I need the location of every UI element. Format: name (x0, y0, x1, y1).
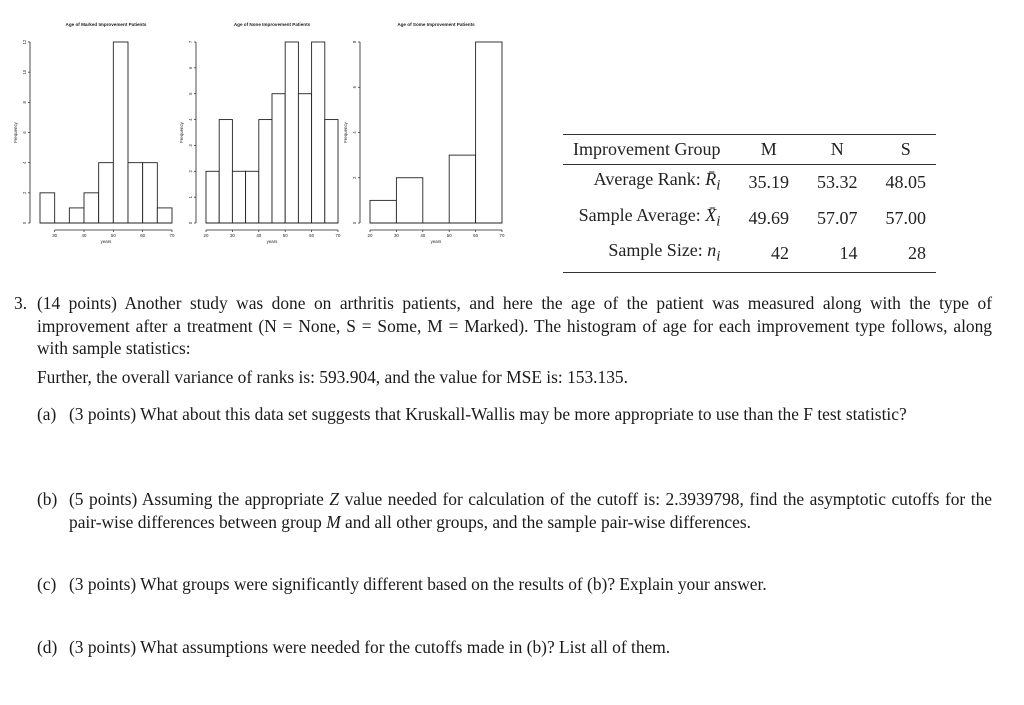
y-tick-label: 10 (22, 69, 27, 75)
histogram-marked (13, 18, 182, 254)
cell-n: 14 (839, 243, 858, 264)
row-label: Sample Size: $n_i$ (608, 240, 721, 265)
y-tick-label: 6 (22, 131, 27, 134)
x-tick-label: 40 (420, 233, 426, 238)
part-a-text: (3 points) What about this data set suggests that Kruskall-Wallis may be more appropriate to use than the F test statistic? (69, 404, 907, 424)
y-axis-label: Frequency (343, 122, 348, 143)
y-axis-label: Frequency (13, 122, 18, 143)
x-tick-label: 30 (229, 233, 235, 238)
histogram-bar (476, 42, 502, 223)
histogram-bar (246, 171, 259, 223)
y-tick-label: 8 (352, 40, 357, 44)
histogram-bar (449, 155, 475, 223)
y-tick-label: 4 (188, 118, 193, 121)
cell-s: 57.00 (885, 207, 926, 228)
cell-m: 35.19 (748, 172, 789, 193)
histogram-bar (69, 208, 84, 223)
x-tick-label: 50 (282, 233, 288, 238)
y-tick-label: 6 (352, 86, 357, 89)
cell-m: 42 (770, 243, 789, 264)
x-tick-label: 50 (446, 233, 452, 238)
histogram-title: Age of None Improvement Patients (233, 22, 311, 27)
histogram-title: Age of Some Improvement Patients (397, 22, 475, 27)
header-group: Improvement Group (563, 135, 730, 165)
part-b-text: (5 points) Assuming the appropriate Z value needed for calculation of the cutoff is: 2.3939798, find the asymptotic cutoffs for the pair-wise differences between group M and all other groups, and the sample pair-wise differences. (69, 489, 992, 532)
y-tick-label: 0 (22, 221, 27, 225)
histogram-bar (298, 94, 311, 223)
question-intro: (14 points) Another study was done on arthritis patients, and here the age of the patient was measured along with the type of improvement after a treatment (N = None, S = Some, M = Marked). The histogram of age for each improvement type follows, along with sample statistics: (37, 293, 992, 358)
histogram-bar (84, 193, 99, 223)
cell-s: 48.05 (885, 172, 926, 193)
part-a-label: (a) (37, 404, 57, 424)
histogram-bar (157, 208, 172, 223)
histogram-bar (206, 171, 219, 223)
histogram-bar (219, 120, 232, 223)
cell-n: 53.32 (816, 172, 858, 193)
table-header-row (563, 135, 936, 165)
histogram-bar (99, 163, 114, 223)
x-tick-label: 70 (169, 233, 175, 238)
x-tick-label: 20 (367, 233, 373, 238)
part-d (37, 636, 992, 659)
header-m: M (730, 135, 799, 165)
histogram-some-svg (343, 18, 512, 254)
x-tick-label: 60 (473, 233, 479, 238)
table-row-average-rank (563, 165, 936, 201)
x-tick-label: 60 (140, 233, 146, 238)
y-tick-label: 2 (352, 176, 357, 179)
cell-m: 49.69 (748, 207, 789, 228)
histogram-bar (113, 42, 128, 223)
histogram-none (179, 18, 348, 254)
x-tick-label: 30 (52, 233, 58, 238)
histogram-title: Age of Marked Improvement Patients (65, 22, 147, 27)
row-label: Sample Average: $X̄_i$ (578, 204, 721, 230)
x-axis-label: years (100, 239, 112, 244)
histogram-none-svg (179, 18, 348, 254)
part-c-label: (c) (37, 574, 57, 594)
part-a (37, 403, 992, 426)
question-3 (14, 292, 992, 360)
header-n: N (799, 135, 868, 165)
histogram-bar (370, 200, 396, 223)
y-tick-label: 6 (188, 66, 193, 70)
x-tick-label: 40 (81, 233, 87, 238)
y-tick-label: 1 (188, 195, 193, 199)
x-tick-label: 30 (393, 233, 399, 238)
y-tick-label: 3 (188, 144, 193, 147)
x-tick-label: 70 (499, 233, 505, 238)
y-tick-label: 5 (188, 92, 193, 95)
histogram-bar (143, 163, 158, 223)
x-axis-label: years (266, 239, 278, 244)
histogram-bar (40, 193, 55, 223)
x-tick-label: 70 (335, 233, 341, 238)
question-number: 3. (14, 293, 28, 313)
histogram-bar (259, 120, 272, 223)
part-b-label: (b) (37, 489, 58, 509)
histogram-bar (232, 171, 245, 223)
y-tick-label: 0 (352, 221, 357, 225)
y-tick-label: 0 (188, 221, 193, 225)
x-axis-label: years (430, 239, 442, 244)
part-d-label: (d) (37, 637, 58, 657)
histogram-bar (325, 120, 338, 223)
y-tick-label: 4 (22, 161, 27, 164)
histogram-bar (272, 94, 285, 223)
histogram-bar (285, 42, 298, 223)
cell-n: 57.07 (816, 207, 858, 228)
sample-statistics-table (563, 134, 936, 273)
part-c (37, 573, 992, 596)
histogram-bar (312, 42, 325, 223)
histogram-bar (396, 178, 422, 223)
row-label: Average Rank: $R̄_i$ (593, 169, 721, 194)
part-d-text: (3 points) What assumptions were needed for the cutoffs made in (b)? List all of them. (69, 637, 671, 657)
histogram-bar (128, 163, 143, 223)
question-further-info: Further, the overall variance of ranks is: 593.904, and the value for MSE is: 153.135. (37, 367, 628, 387)
x-tick-label: 50 (110, 233, 116, 238)
y-axis-label: Frequency (179, 122, 184, 143)
header-s: S (867, 135, 936, 165)
y-tick-label: 2 (188, 170, 193, 173)
histogram-marked-svg (13, 18, 182, 254)
cell-s: 28 (907, 243, 926, 264)
table-row-sample-size (563, 236, 936, 272)
part-c-text: (3 points) What groups were significantly different based on the results of (b)? Explain your answer. (69, 574, 767, 594)
part-b (37, 488, 992, 533)
y-tick-label: 12 (22, 39, 27, 45)
histogram-some (343, 18, 512, 254)
x-tick-label: 60 (309, 233, 315, 238)
y-tick-label: 2 (22, 191, 27, 195)
x-tick-label: 20 (203, 233, 209, 238)
table-row-sample-average (563, 201, 936, 237)
y-tick-label: 4 (352, 131, 357, 134)
x-tick-label: 40 (256, 233, 262, 238)
y-tick-label: 8 (22, 101, 27, 104)
y-tick-label: 7 (188, 40, 193, 44)
